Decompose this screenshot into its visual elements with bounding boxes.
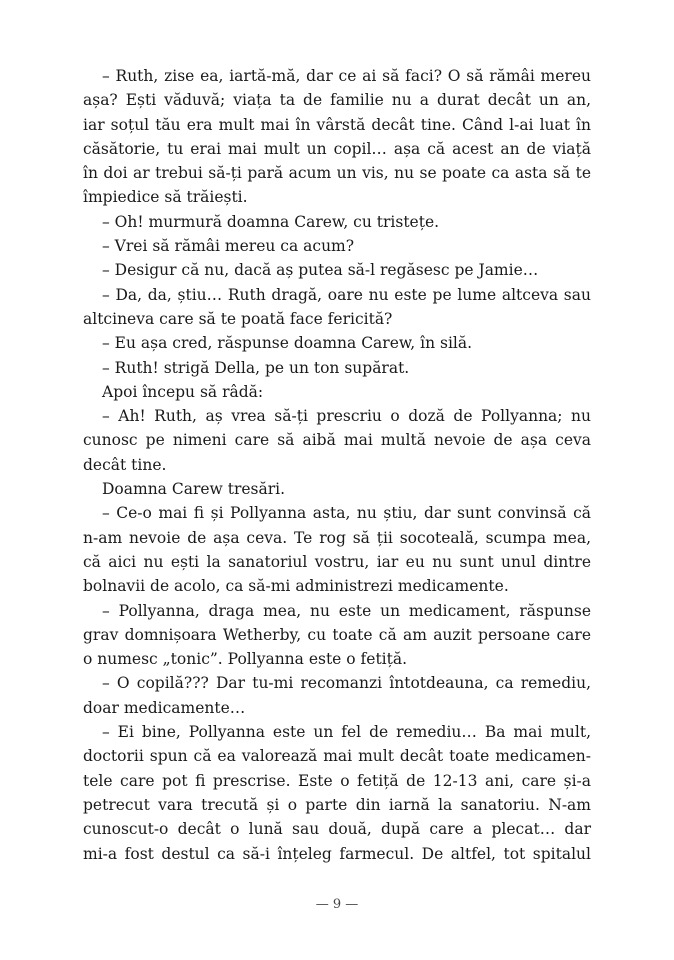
text-line: n-am nevoie de așa ceva. Te rog să ții socoteală, scumpa mea, bbox=[83, 528, 591, 547]
body-text bbox=[83, 64, 591, 866]
text-line: – O copilă??? Dar tu-mi recomanzi întotdeauna, ca remediu, bbox=[102, 674, 591, 693]
page-number: — 9 — bbox=[315, 897, 359, 912]
text-line: că aici nu ești la sanatoriul vostru, iar eu nu sunt unul dintre bbox=[83, 552, 591, 571]
text-line: o numesc „tonic”. Pollyanna este o fetiță. bbox=[83, 650, 408, 669]
text-line: așa? Ești văduvă; viața ta de familie nu a durat decât un an, bbox=[83, 91, 591, 110]
text-line: cunosc pe nimeni care să aibă mai multă nevoie de așa ceva bbox=[83, 431, 591, 450]
text-line: – Desigur că nu, dacă aș putea să-l regăsesc pe Jamie… bbox=[102, 261, 539, 280]
text-line: cunoscut-o decât o lună sau două, după care a plecat… dar bbox=[83, 820, 591, 839]
text-line: doar medicamente… bbox=[83, 698, 246, 717]
text-line: decât tine. bbox=[83, 455, 167, 474]
text-line: altcineva care să te poată face fericită? bbox=[83, 309, 393, 328]
text-line: – Eu așa cred, răspunse doamna Carew, în silă. bbox=[102, 334, 473, 353]
text-line: – Ruth! strigă Della, pe un ton supărat. bbox=[102, 358, 410, 377]
text-line: – Vrei să rămâi mereu ca acum? bbox=[102, 237, 355, 256]
text-line: – Ei bine, Pollyanna este un fel de remediu… Ba mai mult, bbox=[102, 723, 591, 742]
text-line: grav domnișoara Wetherby, cu toate că am auzit persoane care bbox=[83, 625, 591, 644]
text-line: – Ah! Ruth, aș vrea să-ți prescriu o doză de Pollyanna; nu bbox=[102, 407, 591, 426]
text-line: – Da, da, știu… Ruth dragă, oare nu este pe lume altceva sau bbox=[102, 285, 591, 304]
text-line: în doi ar trebui să-ți pară acum un vis, nu se poate ca asta să te bbox=[83, 164, 591, 183]
text-line: mi-a fost destul ca să-i înțeleg farmecul. De altfel, tot spitalul bbox=[83, 844, 591, 863]
text-line: bolnavii de acolo, ca să-mi administrezi medicamente. bbox=[83, 577, 509, 596]
text-line: iar soțul tău era mult mai în vârstă decât tine. Când l-ai luat în bbox=[83, 115, 591, 134]
text-line: Apoi începu să râdă: bbox=[102, 382, 264, 401]
text-line: – Ce-o mai fi și Pollyanna asta, nu știu, dar sunt convinsă că bbox=[102, 504, 591, 523]
text-line: doctorii spun că ea valorează mai mult decât toate medicamen- bbox=[83, 747, 591, 766]
text-line: împiedice să trăiești. bbox=[83, 188, 248, 207]
text-line: – Ruth, zise ea, iartă-mă, dar ce ai să faci? O să rămâi mereu bbox=[102, 67, 591, 85]
text-line: tele care pot fi prescrise. Este o fetiță de 12-13 ani, care și-a bbox=[83, 771, 591, 790]
text-line: Doamna Carew tresări. bbox=[102, 480, 286, 499]
text-line: căsătorie, tu erai mai mult un copil… așa că acest an de viață bbox=[83, 139, 591, 158]
text-line: – Pollyanna, draga mea, nu este un medicament, răspunse bbox=[102, 601, 591, 620]
text-line: – Oh! murmură doamna Carew, cu tristețe. bbox=[102, 212, 440, 231]
text-line: petrecut vara trecută și o parte din iarnă la sanatoriu. N-am bbox=[83, 795, 591, 814]
